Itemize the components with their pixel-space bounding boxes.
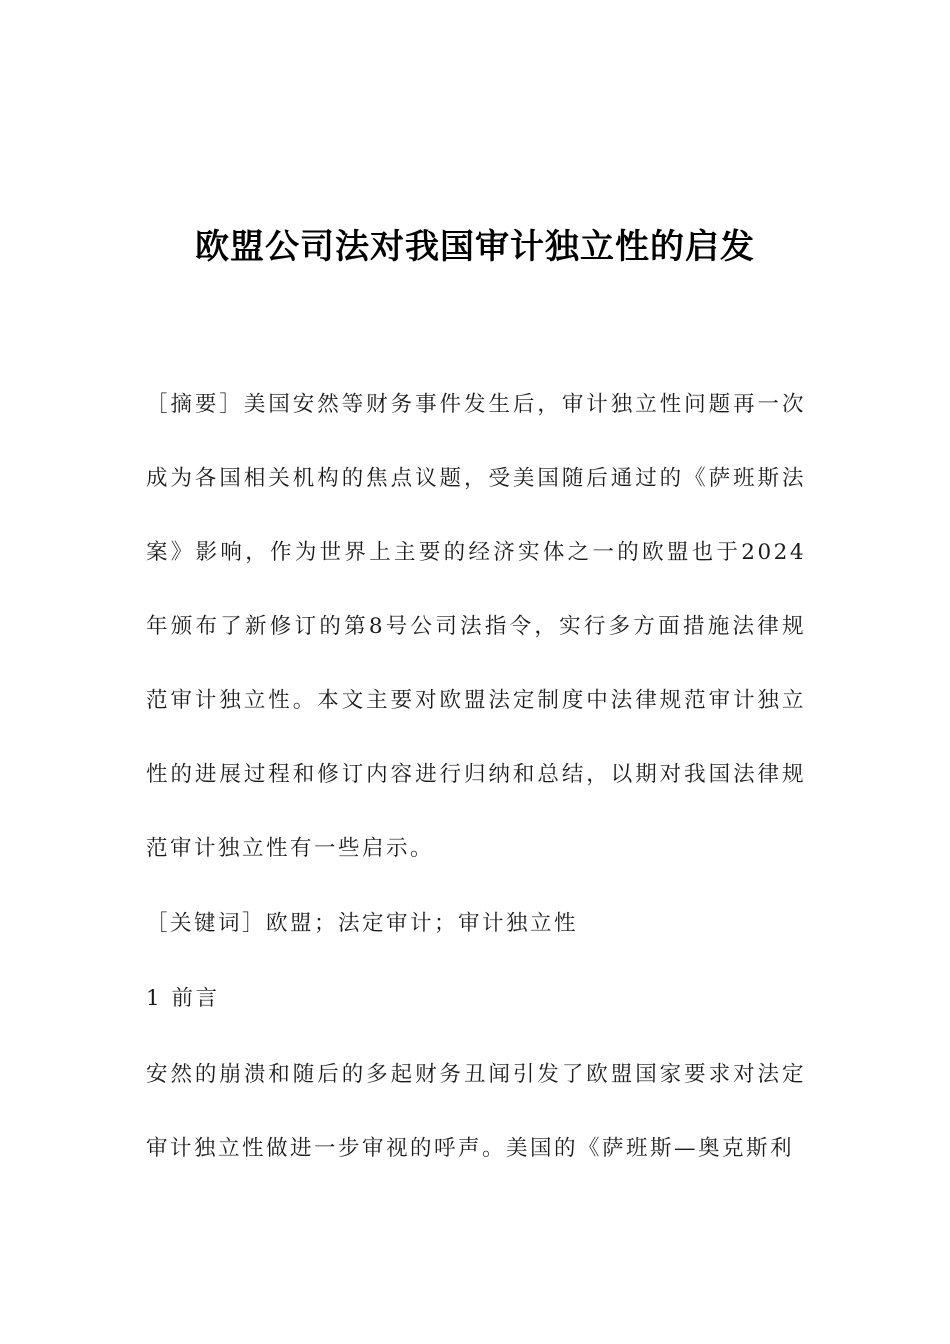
- keywords-line: ［关键词］欧盟；法定审计；审计独立性: [146, 911, 579, 936]
- intro-paragraph: 安然的崩溃和随后的多起财务丑闻引发了欧盟国家要求对法定审计独立性做进一步审视的呼声。美国的《萨班斯—奥克斯利: [146, 1062, 806, 1161]
- document-title: 欧盟公司法对我国审计独立性的启发: [195, 227, 755, 267]
- abstract-paragraph: ［摘要］美国安然等财务事件发生后，审计独立性问题再一次成为各国相关机构的焦点议题，受美国随后通过的《萨班斯法案》影响，作为世界上主要的经济实体之一的欧盟也于2024年颁布了新修订的第8号公司法指令，实行多方面措施法律规范审计独立性。本文主要对欧盟法定制度中法律规范审计独立性的进展过程和修订内容进行归纳和总结，以期对我国法律规范审计独立性有一些启示。: [146, 392, 806, 861]
- section-heading: 1 前言: [146, 986, 220, 1011]
